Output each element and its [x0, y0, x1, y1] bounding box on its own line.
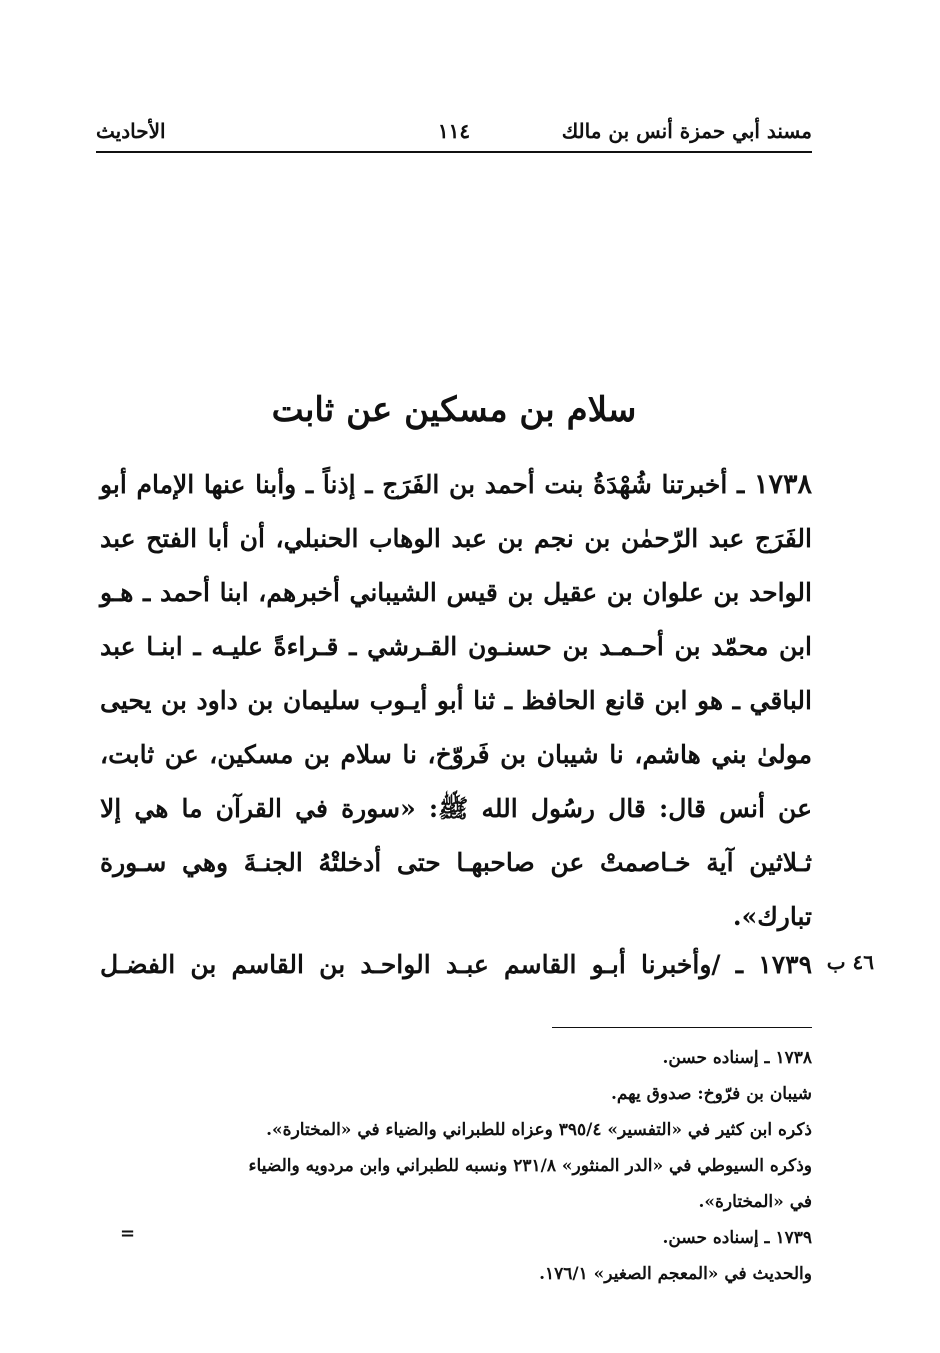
manuscript-folio-marker: ٤٦ ب	[826, 950, 874, 974]
hadith-number: ١٧٣٩	[758, 950, 812, 979]
footnote-line: وذكره السيوطي في «الدر المنثور» ٢٣١/٨ ونسبه للطبراني وابن مردويه والضياء	[248, 1156, 812, 1176]
header-section: الأحاديث	[96, 119, 166, 143]
footnote-line: في «المختارة».	[698, 1192, 812, 1212]
hadith-1739	[100, 938, 874, 992]
hadith-number: ١٧٣٨	[753, 469, 812, 500]
footnote-line: ١٧٣٩ ـ إسناده حسن.	[662, 1228, 812, 1248]
continuation-mark: =	[120, 1223, 136, 1244]
footnotes	[100, 1040, 812, 1292]
hadith-text: ـ أخبرتنا شُهْدَةُ بنت أحمد بن الفَرَج ـ إذناً ـ وأبنا عنها الإمام أبو الفَرَج عبد الرّحمٰن بن نجم بن عبد الوهاب الحنبلي، أن أبا الفتح عبد الواحد بن علوان بن عقيل بن قيس الشيباني أخبرهم، ابنا أحمد ـ هـو ابن محمّد بن أحـمـد بن حسنـون القـرشي ـ قـراءةً عليـه ـ ابنـا عبد الباقي ـ هو ابن قانع الحافظ ـ ثنا أبو أيـوب سليمان بن داود بن يحيى مولىٰ بني هاشم، نا شيبان بن فَروّخ، نا سلام بن مسكين، عن ثابت، عن أنس قال: قال رسُول الله ﷺ: «سورة في القرآن ما هي إلا ثـلاثين آية خـاصمتْ عن صاحبهـا حتى أدخلتْهُ الجنـةَ وهي سـورة تبارك».	[100, 470, 812, 931]
running-header	[96, 113, 812, 153]
header-page-number: ١١٤	[437, 119, 471, 143]
footnote-line: ١٧٣٨ ـ إسناده حسن.	[662, 1048, 812, 1068]
hadith-line	[100, 938, 812, 992]
hadith-1738	[100, 458, 812, 944]
chapter-title: سلام بن مسكين عن ثابت	[271, 390, 637, 430]
footnote-line: شيبان بن فرّوخ: صدوق يهم.	[610, 1084, 812, 1104]
hadith-text: ـ /وأخبرنا أبـو القاسم عبـد الواحـد بن القاسم بن الفضـل	[100, 950, 744, 979]
footnote-separator	[552, 1027, 812, 1028]
header-book-title: مسند أبي حمزة أنس بن مالك	[561, 119, 812, 143]
footnote-line: ذكره ابن كثير في «التفسير» ٣٩٥/٤ وعزاه للطبراني والضياء في «المختارة».	[266, 1120, 812, 1140]
footnote-line: والحديث في «المعجم الصغير» ١٧٦/١.	[539, 1264, 812, 1284]
